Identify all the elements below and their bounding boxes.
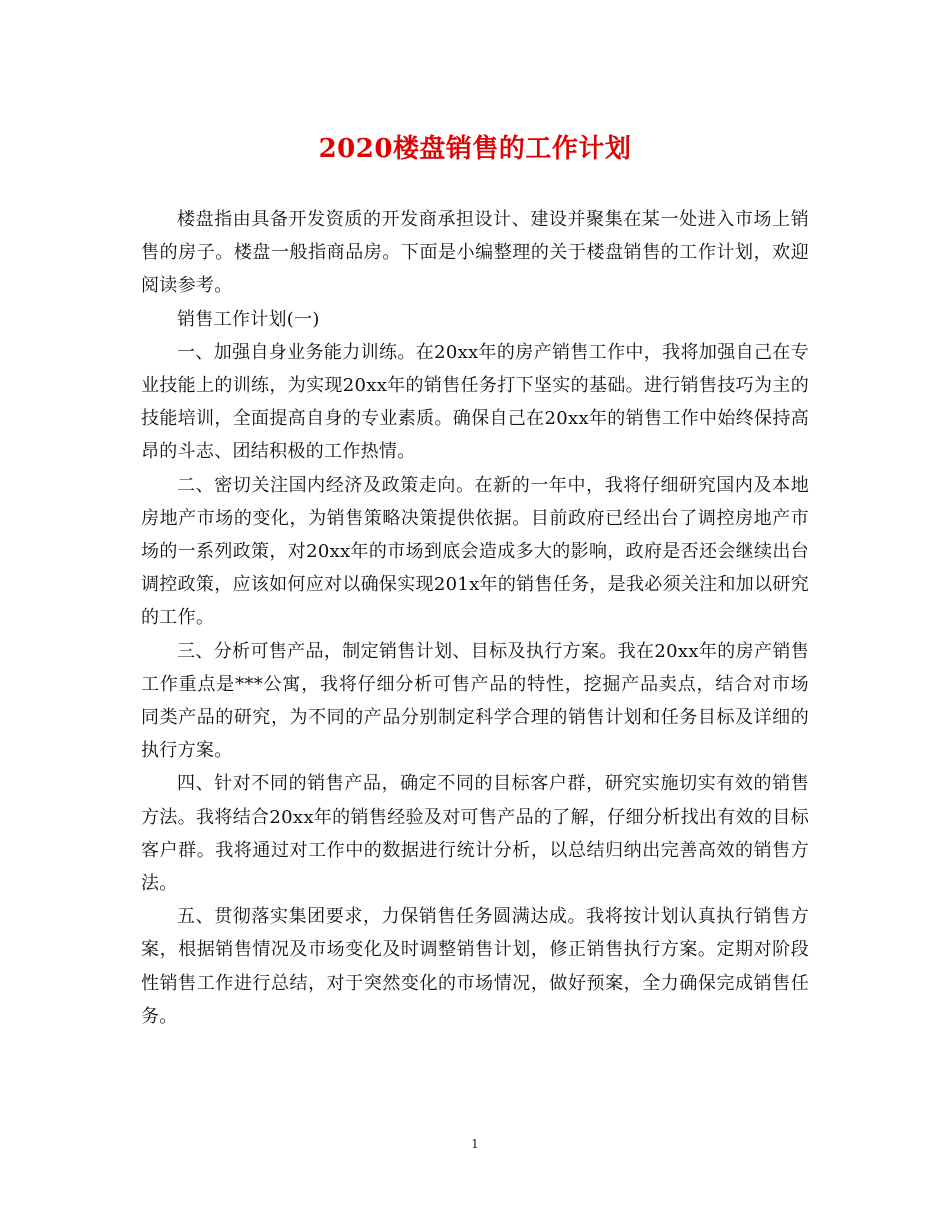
section-heading: 销售工作计划(一) (177, 308, 320, 330)
paragraph-item-1: 一、加强自身业务能力训练。在20xx年的房产销售工作中，我将加强自己在专业技能上的训练，为实现20xx年的销售任务打下坚实的基础。进行销售技巧为主的技能培训，全面提高自身的专业素质。确保自己在20xx年的销售工作中始终保持高昂的斗志、团结积极的工作热情。 (141, 341, 809, 463)
page-number: 1 (471, 1137, 479, 1151)
document-body (141, 203, 809, 1033)
paragraph-item-2: 二、密切关注国内经济及政策走向。在新的一年中，我将仔细研究国内及本地房地产市场的变化，为销售策略决策提供依据。目前政府已经出台了调控房地产市场的一系列政策，对20xx年的市场到底会造成多大的影响，政府是否还会继续出台调控政策，应该如何应对以确保实现201x年的销售任务，是我必须关注和加以研究的工作。 (141, 474, 809, 629)
paragraph-item-3: 三、分析可售产品，制定销售计划、目标及执行方案。我在20xx年的房产销售工作重点是***公寓，我将仔细分析可售产品的特性，挖掘产品卖点，结合对市场同类产品的研究，为不同的产品分别制定科学合理的销售计划和任务目标及详细的执行方案。 (141, 640, 809, 762)
paragraph-intro: 楼盘指由具备开发资质的开发商承担设计、建设并聚集在某一处进入市场上销售的房子。楼盘一般指商品房。下面是小编整理的关于楼盘销售的工作计划，欢迎阅读参考。 (141, 209, 809, 297)
paragraph-item-5: 五、贯彻落实集团要求，力保销售任务圆满达成。我将按计划认真执行销售方案，根据销售情况及市场变化及时调整销售计划，修正销售执行方案。定期对阶段性销售工作进行总结，对于突然变化的市场情况，做好预案，全力确保完成销售任务。 (141, 906, 809, 1027)
paragraph-item-4: 四、针对不同的销售产品，确定不同的目标客户群，研究实施切实有效的销售方法。我将结合20xx年的销售经验及对可售产品的了解，仔细分析找出有效的目标客户群。我将通过对工作中的数据进行统计分析，以总结归纳出完善高效的销售方法。 (141, 773, 809, 895)
document-title: 2020楼盘销售的工作计划 (318, 134, 632, 164)
